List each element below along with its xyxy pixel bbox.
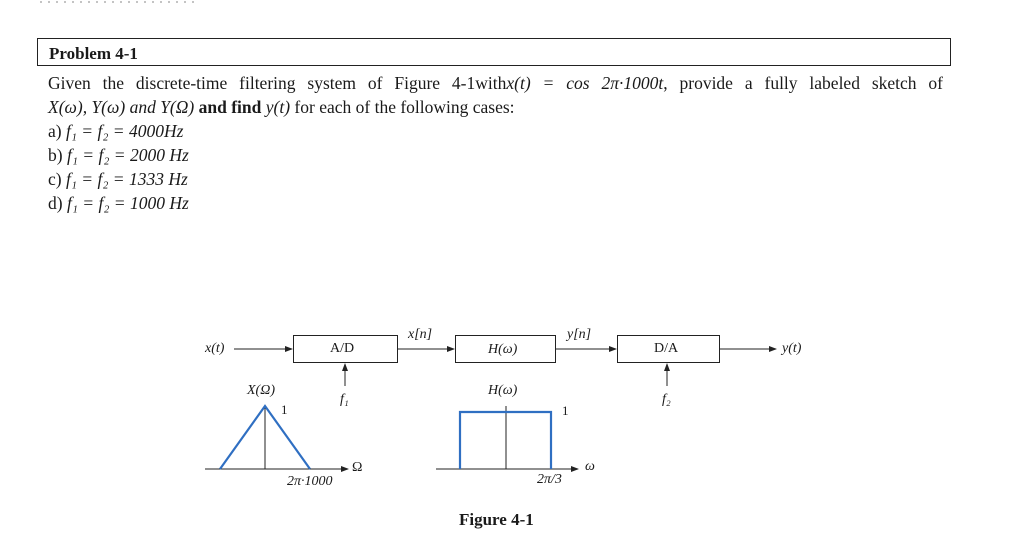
case-equation: f₁ = f₂ = 2000 Hz	[66, 145, 189, 165]
figure-caption: Figure 4-1	[459, 510, 534, 529]
xn-label: x[n]	[408, 327, 433, 342]
x-plot-title: X(Ω)	[247, 383, 275, 398]
x-plot-peak: 1	[281, 402, 288, 417]
output-signal-label: y(t)	[782, 341, 802, 356]
x-plot-tick: 2π·1000	[287, 474, 333, 489]
input-signal-label: x(t)	[205, 341, 225, 356]
f1-label: f₁	[340, 392, 349, 407]
h-plot-title: H(ω)	[488, 383, 518, 398]
filter-block	[455, 335, 556, 363]
x-plot-axis-label: Ω	[352, 460, 363, 475]
h-plot-tick: 2π/3	[537, 472, 562, 487]
case-label: b)	[48, 145, 63, 165]
case-equation: f₁ = f₂ = 1333 Hz	[65, 169, 188, 189]
da-label: D/A	[654, 341, 679, 356]
h-plot-axis-label: ω	[585, 459, 595, 474]
statement-text: and find	[198, 97, 262, 117]
signal-equation: x(t) = cos 2π·1000t	[506, 73, 664, 93]
ad-converter-block	[293, 335, 398, 363]
statement-text: , provide a fully labeled sketch of	[663, 73, 944, 93]
statement-text: Given the discrete-time filtering system of Figure 4-1with	[48, 73, 507, 93]
filter-label: H(ω)	[488, 342, 518, 357]
da-converter-block	[617, 335, 720, 363]
case-label: a)	[48, 121, 62, 141]
ad-label: A/D	[330, 341, 355, 356]
spectra-names: X(ω), Y(ω) and Y(Ω)	[48, 97, 195, 117]
problem-title: Problem 4-1	[49, 44, 138, 63]
case-label: c)	[48, 169, 62, 189]
f2-label: f₂	[662, 392, 671, 407]
output-name: y(t)	[265, 97, 291, 117]
case-equation: f₁ = f₂ = 4000Hz	[65, 121, 184, 141]
statement-text: for each of the following cases:	[294, 97, 515, 117]
h-plot-height: 1	[562, 403, 569, 418]
case-equation: f₁ = f₂ = 1000 Hz	[66, 193, 189, 213]
case-label: d)	[48, 193, 63, 213]
yn-label: y[n]	[567, 327, 592, 342]
